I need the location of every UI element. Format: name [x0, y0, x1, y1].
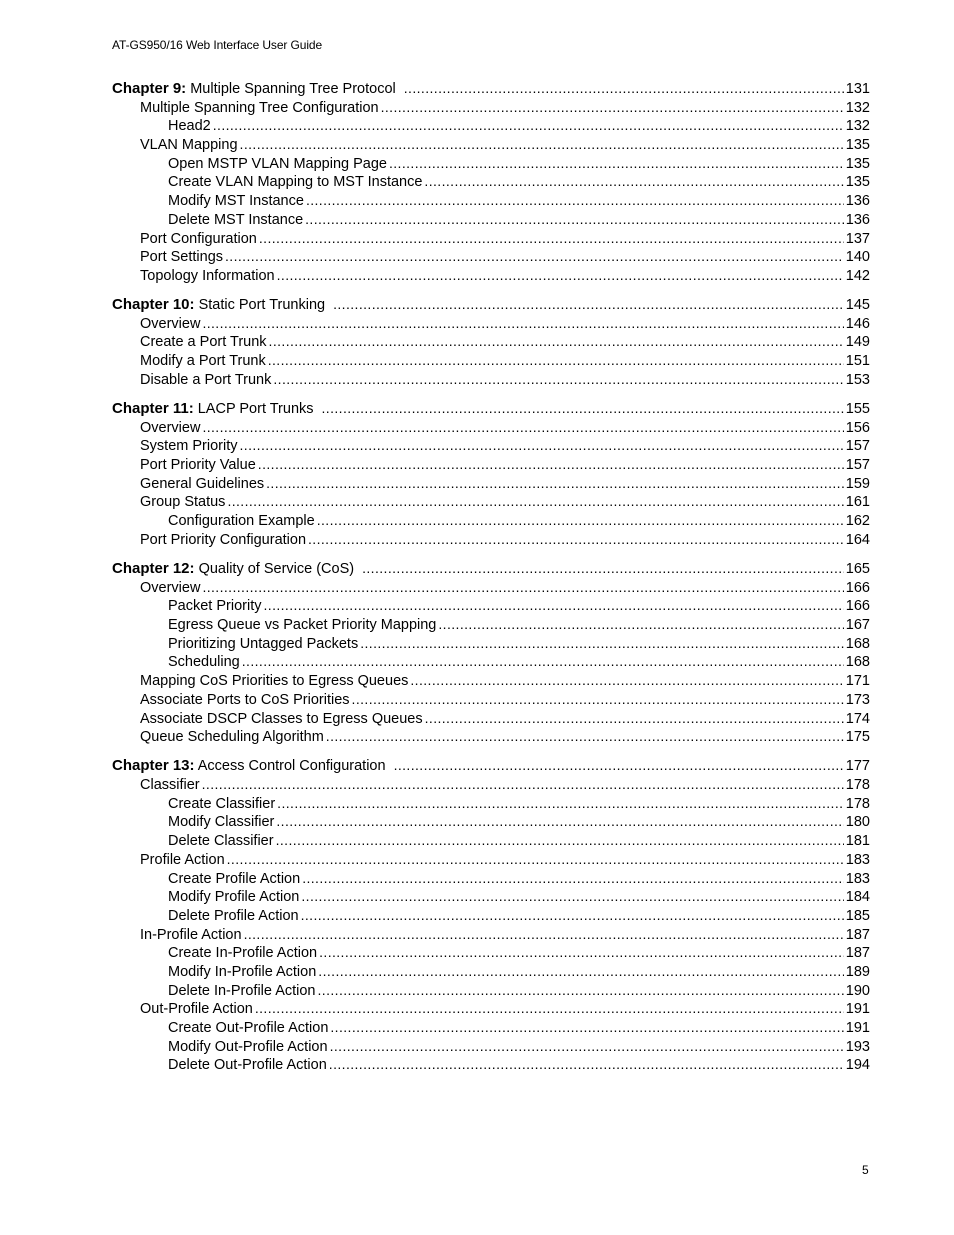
dot-leader — [277, 794, 844, 813]
toc-entry-title: In-Profile Action — [140, 926, 242, 943]
toc-page-number: 178 — [845, 777, 870, 794]
toc-page-number: 180 — [845, 814, 870, 831]
dot-leader — [276, 812, 843, 831]
toc-entry[interactable] — [112, 116, 870, 135]
toc-entry-title: Create Out-Profile Action — [168, 1020, 329, 1036]
toc-entry-title: Create Classifier — [168, 795, 276, 812]
toc-page-number: 135 — [845, 174, 870, 191]
dot-leader — [258, 455, 844, 474]
toc-entry[interactable] — [112, 314, 870, 333]
toc-entry[interactable] — [112, 418, 870, 437]
toc-entry-title: General Guidelines — [140, 475, 265, 492]
toc-entry[interactable] — [112, 1018, 870, 1037]
dot-leader — [301, 906, 844, 925]
dot-leader — [244, 925, 844, 944]
toc-page-number: 135 — [845, 137, 870, 154]
toc-entry-title: Modify MST Instance — [168, 193, 304, 210]
chapter-title — [112, 80, 396, 99]
dot-leader — [276, 831, 844, 850]
dot-leader — [202, 314, 843, 333]
dot-leader — [266, 474, 844, 493]
toc-page-number: 175 — [845, 729, 870, 746]
toc-page-number: 166 — [845, 598, 870, 615]
dot-leader — [329, 1055, 844, 1074]
toc-entry[interactable] — [112, 906, 870, 925]
toc-entry-title: Modify In-Profile Action — [168, 963, 317, 980]
toc-page-number: 185 — [845, 907, 870, 924]
toc-entry[interactable] — [112, 1037, 870, 1056]
toc-entry[interactable] — [112, 474, 870, 493]
dot-leader — [268, 351, 844, 370]
dot-leader — [330, 1037, 844, 1056]
toc-entry[interactable] — [112, 191, 870, 210]
toc-entry-title: Group Status — [140, 494, 226, 511]
dot-leader — [240, 436, 844, 455]
toc-page-number: 157 — [845, 457, 870, 474]
toc-entry[interactable] — [112, 492, 870, 511]
toc-page-number: 151 — [845, 353, 870, 370]
dot-leader — [269, 332, 844, 351]
chapter-name: Access Control Configuration — [197, 758, 386, 775]
toc-page-number: 136 — [845, 193, 870, 210]
dot-leader — [389, 154, 844, 173]
dot-leader — [317, 511, 844, 530]
toc-entry[interactable] — [112, 887, 870, 906]
toc-entry[interactable] — [112, 925, 870, 944]
dot-leader — [277, 266, 844, 285]
toc-page-number: 135 — [845, 155, 870, 172]
toc-page-number: 168 — [845, 635, 870, 652]
toc-entry[interactable] — [112, 652, 870, 671]
toc-page-number: 132 — [845, 118, 870, 135]
toc-entry-title: Associate DSCP Classes to Egress Queues — [140, 710, 423, 727]
toc-page-number: 140 — [845, 249, 870, 266]
toc-entry-title: Packet Priority — [168, 598, 262, 615]
toc-entry[interactable] — [112, 511, 870, 530]
dot-leader — [319, 943, 844, 962]
toc-entry[interactable] — [112, 962, 870, 981]
dot-leader — [394, 756, 844, 775]
dot-leader — [438, 615, 843, 634]
toc-entry[interactable] — [112, 671, 870, 690]
toc-entry-title: Delete Classifier — [168, 833, 274, 850]
dot-leader — [425, 709, 844, 728]
toc-page-number: 194 — [845, 1057, 870, 1074]
toc-entry-title: Prioritizing Untagged Packets — [168, 635, 359, 652]
dot-leader — [362, 559, 844, 578]
chapter-name: Quality of Service (CoS) — [198, 561, 355, 577]
toc-entry[interactable] — [112, 981, 870, 1000]
toc-page-number: 184 — [845, 889, 870, 906]
toc-entry-title: Create In-Profile Action — [168, 945, 318, 962]
toc-entry[interactable] — [112, 999, 870, 1018]
toc-page-number: 189 — [845, 963, 870, 980]
toc-page-number: 181 — [845, 833, 870, 850]
toc-chapter-entry[interactable] — [112, 559, 870, 578]
dot-leader — [242, 652, 844, 671]
dot-leader — [227, 850, 844, 869]
dot-leader — [322, 399, 844, 418]
toc-page-number: 146 — [845, 315, 870, 332]
toc-entry[interactable] — [112, 727, 870, 746]
toc-chapter-entry[interactable] — [112, 756, 870, 775]
chapter-label: Chapter 9: — [112, 80, 187, 97]
dot-leader — [259, 229, 844, 248]
chapter-name: Multiple Spanning Tree Protocol — [190, 81, 396, 97]
toc-entry-title: Multiple Spanning Tree Configuration — [140, 99, 379, 116]
toc-entry[interactable] — [112, 530, 870, 549]
toc-page-number: 191 — [845, 1001, 870, 1018]
dot-leader — [404, 79, 844, 98]
toc-entry-title: Open MSTP VLAN Mapping Page — [168, 155, 387, 172]
dot-leader — [273, 370, 843, 389]
toc-entry[interactable] — [112, 578, 870, 597]
dot-leader — [308, 530, 844, 549]
toc-page-number: 191 — [845, 1020, 870, 1036]
toc-page-number: 161 — [845, 494, 870, 511]
toc-entry[interactable] — [112, 455, 870, 474]
toc-entry-title: Scheduling — [168, 654, 240, 671]
toc-page-number: 136 — [845, 211, 870, 228]
toc-page-number: 171 — [845, 673, 870, 690]
chapter-label: Chapter 12: — [112, 560, 195, 577]
toc-page-number: 145 — [845, 297, 870, 314]
toc-page-number: 149 — [845, 334, 870, 351]
toc-entry[interactable] — [112, 98, 870, 117]
toc-entry-title: Overview — [140, 419, 201, 436]
dot-leader — [255, 999, 844, 1018]
dot-leader — [305, 210, 844, 229]
chapter-name: LACP Port Trunks — [197, 401, 314, 417]
chapter-title — [112, 296, 325, 315]
toc-chapter-entry[interactable] — [112, 295, 870, 314]
chapter-label: Chapter 11: — [112, 400, 194, 417]
toc-entry-title: Mapping CoS Priorities to Egress Queues — [140, 673, 409, 690]
toc-entry[interactable] — [112, 615, 870, 634]
toc-entry[interactable] — [112, 1055, 870, 1074]
toc-entry[interactable] — [112, 775, 870, 794]
toc-entry[interactable] — [112, 812, 870, 831]
toc-entry[interactable] — [112, 135, 870, 154]
toc-page-number: 142 — [845, 267, 870, 284]
toc-page-number: 137 — [845, 230, 870, 247]
toc-entry-title: Delete Profile Action — [168, 907, 299, 924]
toc-page-number: 162 — [845, 513, 870, 530]
chapter-block — [112, 399, 870, 549]
toc-entry-title: Modify Classifier — [168, 814, 275, 831]
dot-leader — [263, 596, 843, 615]
chapter-label: Chapter 10: — [112, 296, 195, 314]
toc-entry-title: Port Priority Value — [140, 457, 256, 474]
toc-entry-title: Profile Action — [140, 851, 225, 868]
dot-leader — [302, 869, 844, 888]
toc-page-number: 178 — [845, 795, 870, 812]
toc-chapter-entry[interactable] — [112, 399, 870, 418]
dot-leader — [202, 578, 843, 597]
toc-entry[interactable] — [112, 943, 870, 962]
toc-entry-title: Configuration Example — [168, 513, 315, 530]
dot-leader — [318, 962, 844, 981]
toc-page-number: 177 — [845, 758, 870, 775]
toc-page-number: 174 — [845, 710, 870, 727]
toc-page-number: 165 — [845, 561, 870, 577]
toc-entry-title: Egress Queue vs Packet Priority Mapping — [168, 617, 437, 634]
dot-leader — [213, 116, 844, 135]
toc-entry[interactable] — [112, 794, 870, 813]
toc-entry-title: Queue Scheduling Algorithm — [140, 729, 324, 746]
toc-page-number: 155 — [845, 401, 870, 417]
toc-entry[interactable] — [112, 229, 870, 248]
toc-entry-title: Out-Profile Action — [140, 1001, 253, 1018]
dot-leader — [352, 690, 844, 709]
chapter-block — [112, 559, 870, 746]
toc-page-number: 187 — [845, 926, 870, 943]
toc-entry-title: Create VLAN Mapping to MST Instance — [168, 174, 423, 191]
toc-page-number: 183 — [845, 851, 870, 868]
toc-entry-title: Overview — [140, 579, 201, 596]
toc-entry[interactable] — [112, 709, 870, 728]
toc-entry-title: Modify a Port Trunk — [140, 353, 266, 370]
toc-entry[interactable] — [112, 266, 870, 285]
toc-entry[interactable] — [112, 850, 870, 869]
toc-page-number: 168 — [845, 654, 870, 671]
dot-leader — [202, 775, 844, 794]
toc-entry-title: Modify Out-Profile Action — [168, 1038, 328, 1055]
toc-page-number: 157 — [845, 438, 870, 455]
dot-leader — [227, 492, 843, 511]
chapter-block — [112, 295, 870, 388]
chapter-name: Static Port Trunking — [198, 297, 326, 314]
toc-entry[interactable] — [112, 332, 870, 351]
toc-page-number: 164 — [845, 531, 870, 548]
toc-entry-title: Head2 — [168, 118, 211, 135]
chapter-block — [112, 756, 870, 1074]
dot-leader — [424, 172, 843, 191]
toc-entry[interactable] — [112, 690, 870, 709]
toc-entry-title: Associate Ports to CoS Priorities — [140, 691, 350, 708]
toc-page-number: 132 — [845, 99, 870, 116]
toc-entry[interactable] — [112, 370, 870, 389]
toc-entry[interactable] — [112, 596, 870, 615]
toc-entry-title: Delete In-Profile Action — [168, 982, 316, 999]
toc-entry-title: Port Priority Configuration — [140, 531, 307, 548]
toc-entry-title: Modify Profile Action — [168, 889, 300, 906]
toc-chapter-entry[interactable] — [112, 79, 870, 98]
dot-leader — [326, 727, 844, 746]
toc-entry-title: VLAN Mapping — [140, 137, 238, 154]
dot-leader — [333, 295, 844, 314]
chapter-label: Chapter 13: — [112, 757, 195, 775]
toc-entry-title: Create a Port Trunk — [140, 334, 267, 351]
toc-entry-title: Port Settings — [140, 249, 224, 266]
dot-leader — [381, 98, 844, 117]
toc-entry-title: Disable a Port Trunk — [140, 371, 272, 388]
toc-entry-title: Create Profile Action — [168, 870, 301, 887]
chapter-title — [112, 757, 386, 776]
toc-entry-title: Delete Out-Profile Action — [168, 1057, 327, 1074]
toc-page-number: 167 — [845, 617, 870, 634]
toc-entry-title: Delete MST Instance — [168, 211, 304, 228]
chapter-block — [112, 79, 870, 285]
dot-leader — [410, 671, 843, 690]
toc-page-number: 166 — [845, 579, 870, 596]
toc-entry[interactable] — [112, 436, 870, 455]
toc-entry-title: System Priority — [140, 438, 238, 455]
toc-page-number: 190 — [845, 982, 870, 999]
toc-entry[interactable] — [112, 869, 870, 888]
toc-page-number: 183 — [845, 870, 870, 887]
toc-page-number: 173 — [845, 691, 870, 708]
toc-entry-title: Topology Information — [140, 267, 275, 284]
toc-entry-title: Overview — [140, 315, 201, 332]
toc-entry-title: Port Configuration — [140, 230, 257, 247]
toc-entry[interactable] — [112, 172, 870, 191]
chapter-title — [112, 560, 354, 579]
toc-entry[interactable] — [112, 154, 870, 173]
dot-leader — [202, 418, 843, 437]
toc-page-number: 131 — [845, 81, 870, 97]
dot-leader — [330, 1018, 843, 1037]
toc-entry[interactable] — [112, 831, 870, 850]
toc-page-number: 187 — [845, 945, 870, 962]
toc-entry[interactable] — [112, 634, 870, 653]
running-header: AT-GS950/16 Web Interface User Guide — [112, 38, 323, 52]
toc-entry[interactable] — [112, 210, 870, 229]
toc-entry[interactable] — [112, 247, 870, 266]
toc-page-number: 159 — [845, 475, 870, 492]
dot-leader — [225, 247, 844, 266]
page-number: 5 — [862, 1163, 869, 1177]
toc-page-number: 193 — [845, 1038, 870, 1055]
toc-page-number: 153 — [845, 371, 870, 388]
toc-entry-title: Classifier — [140, 777, 200, 794]
dot-leader — [306, 191, 844, 210]
dot-leader — [240, 135, 844, 154]
table-of-contents — [112, 79, 870, 1085]
dot-leader — [301, 887, 843, 906]
chapter-title — [112, 400, 314, 419]
dot-leader — [318, 981, 844, 1000]
dot-leader — [360, 634, 844, 653]
toc-entry[interactable] — [112, 351, 870, 370]
toc-page-number: 156 — [845, 419, 870, 436]
